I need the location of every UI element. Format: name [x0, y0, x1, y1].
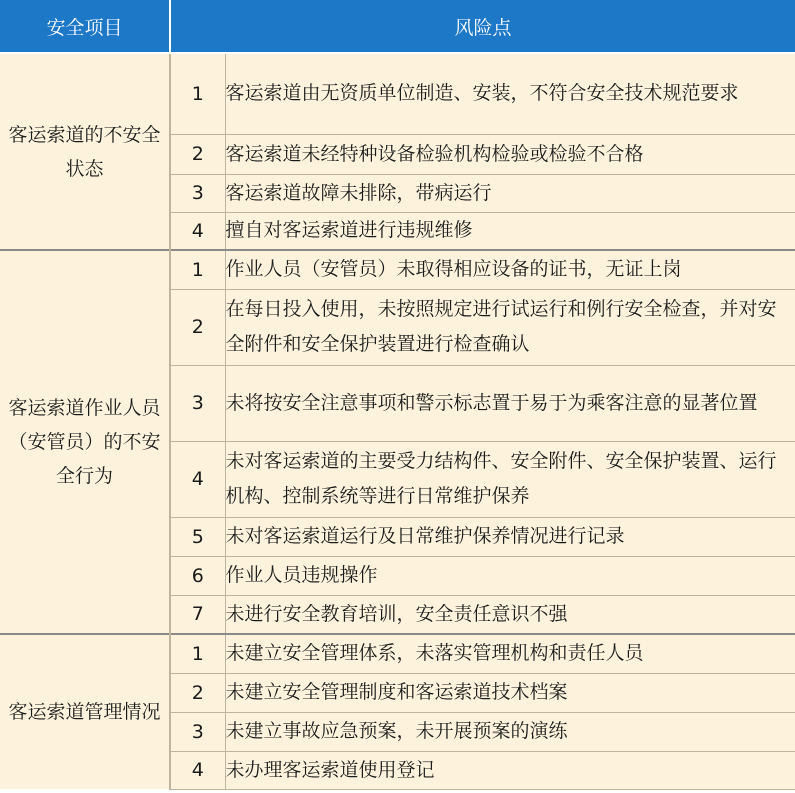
- risk-text: 作业人员（安管员）未取得相应设备的证书，无证上岗: [225, 250, 795, 289]
- item-number: 7: [170, 595, 225, 634]
- item-number: 1: [170, 53, 225, 134]
- item-number: 4: [170, 441, 225, 517]
- risk-text: 未建立事故应急预案，未开展预案的演练: [225, 712, 795, 751]
- table-row: [0, 250, 795, 289]
- item-number: 1: [170, 634, 225, 673]
- table-row: [0, 53, 795, 134]
- risk-text: 未对客运索道的主要受力结构件、安全附件、安全保护装置、运行机构、控制系统等进行日常维护保养: [225, 441, 795, 517]
- risk-text: 作业人员违规操作: [225, 556, 795, 595]
- risk-text: 客运索道未经特种设备检验机构检验或检验不合格: [225, 134, 795, 174]
- item-number: 2: [170, 289, 225, 365]
- risk-text: 在每日投入使用，未按照规定进行试运行和例行安全检查，并对安全附件和安全保护装置进行检查确认: [225, 289, 795, 365]
- item-number: 1: [170, 250, 225, 289]
- risk-text: 未办理客运索道使用登记: [225, 751, 795, 789]
- item-number: 3: [170, 365, 225, 441]
- risk-text: 客运索道故障未排除，带病运行: [225, 174, 795, 212]
- risk-text: 未建立安全管理制度和客运索道技术档案: [225, 673, 795, 712]
- table-row: [0, 634, 795, 673]
- risk-text: 未建立安全管理体系，未落实管理机构和责任人员: [225, 634, 795, 673]
- category-cell: 客运索道的不安全状态: [0, 53, 170, 250]
- item-number: 5: [170, 517, 225, 556]
- item-number: 2: [170, 134, 225, 174]
- item-number: 3: [170, 712, 225, 751]
- header-risk: 风险点: [170, 0, 795, 53]
- item-number: 6: [170, 556, 225, 595]
- risk-text: 客运索道由无资质单位制造、安装，不符合安全技术规范要求: [225, 53, 795, 134]
- item-number: 3: [170, 174, 225, 212]
- item-number: 4: [170, 212, 225, 250]
- header-row: [0, 0, 795, 53]
- risk-text: 未将按安全注意事项和警示标志置于易于为乘客注意的显著位置: [225, 365, 795, 441]
- item-number: 2: [170, 673, 225, 712]
- risk-text: 擅自对客运索道进行违规维修: [225, 212, 795, 250]
- header-category: 安全项目: [0, 0, 170, 53]
- risk-text: 未对客运索道运行及日常维护保养情况进行记录: [225, 517, 795, 556]
- category-cell: 客运索道作业人员（安管员）的不安全行为: [0, 250, 170, 634]
- item-number: 4: [170, 751, 225, 789]
- category-cell: 客运索道管理情况: [0, 634, 170, 789]
- risk-text: 未进行安全教育培训，安全责任意识不强: [225, 595, 795, 634]
